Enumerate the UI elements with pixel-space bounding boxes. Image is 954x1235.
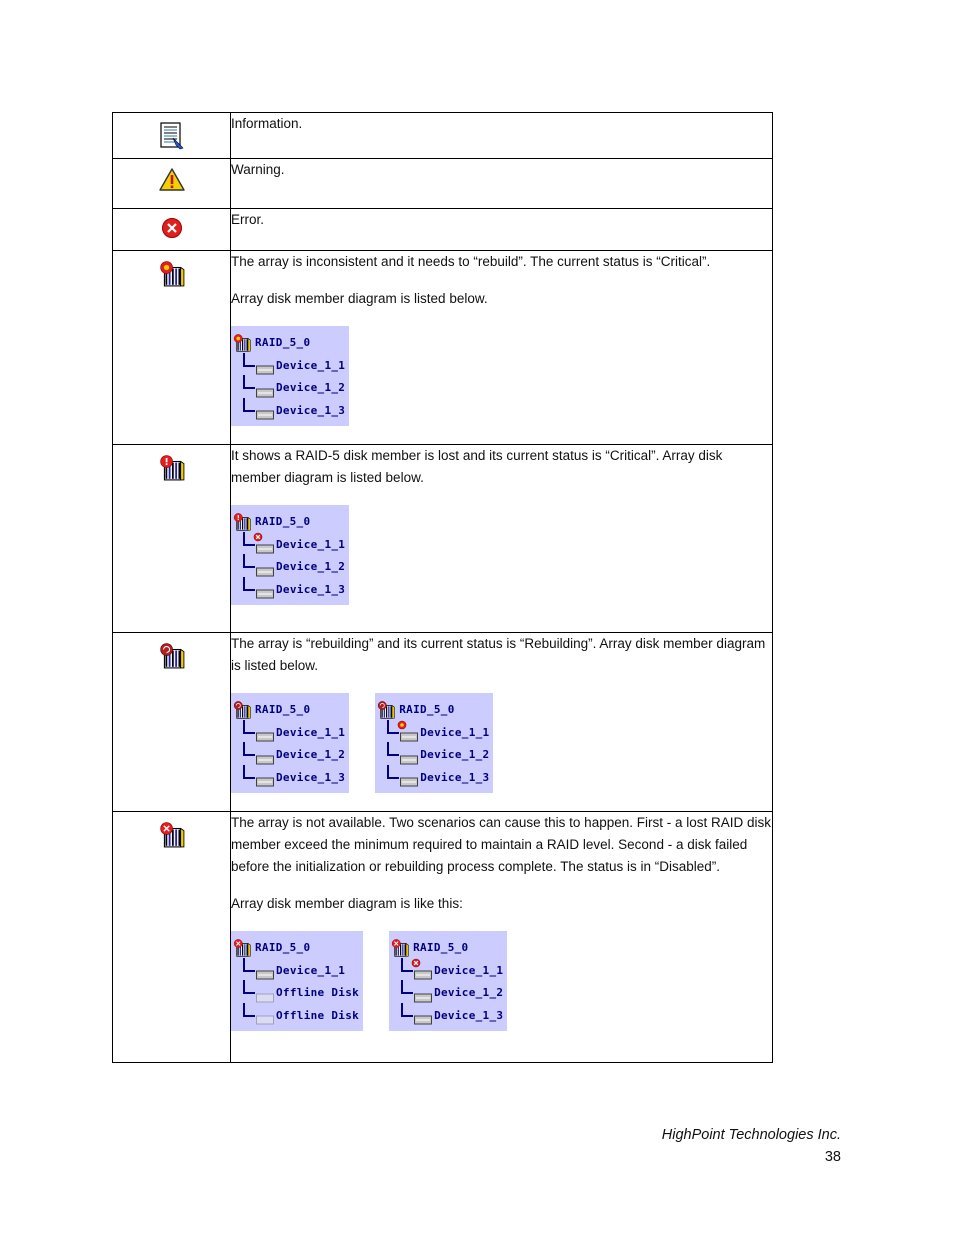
warning-icon	[158, 167, 186, 198]
disk-icon	[400, 773, 418, 782]
tree-branch-line	[243, 353, 255, 367]
array-name: RAID_5_0	[255, 515, 311, 529]
array-critical-lost-icon	[159, 453, 185, 488]
tree-branch-line	[243, 958, 255, 972]
tree-branch-line	[243, 720, 255, 734]
disk-icon	[414, 1011, 432, 1020]
disk-icon	[256, 728, 274, 737]
disk-icon	[414, 989, 432, 998]
tree-array-node	[391, 937, 503, 960]
footer-company: HighPoint Technologies Inc.	[661, 1127, 841, 1143]
device-name: Device_1_3	[276, 770, 346, 784]
tree-device-node	[233, 534, 345, 557]
description-text: The array is inconsistent and it needs to “rebuild”. The current status is “Critical”.	[231, 254, 711, 269]
device-name: Device_1_1	[276, 725, 346, 739]
disk-icon	[414, 966, 432, 975]
description-text: Array disk member diagram is listed below.	[231, 291, 488, 306]
tree-branch-line	[243, 398, 255, 412]
array-diagrams	[231, 693, 772, 793]
tree-device-node	[233, 579, 345, 602]
device-name: Device_1_1	[434, 963, 504, 977]
tree-device-node	[391, 1005, 503, 1028]
tree-branch-line	[243, 554, 255, 568]
raid-array-icon	[233, 333, 251, 353]
tree-device-node	[233, 400, 345, 423]
device-name: Device_1_1	[420, 725, 490, 739]
description-text: Error.	[231, 212, 265, 227]
tree-device-node	[233, 1005, 359, 1028]
device-name: Device_1_2	[276, 748, 346, 762]
array-tree-diagram	[231, 931, 363, 1031]
legend-description-cell	[231, 812, 773, 1063]
disk-icon	[400, 751, 418, 760]
status-icon-legend-table	[112, 112, 773, 1063]
device-name: Device_1_2	[434, 986, 504, 1000]
legend-row	[113, 209, 773, 251]
device-name: Device_1_3	[434, 1008, 504, 1022]
array-name: RAID_5_0	[255, 941, 311, 955]
legend-icon-cell	[113, 812, 231, 1063]
raid-array-icon	[233, 700, 251, 720]
tree-array-node	[233, 937, 359, 960]
tree-branch-line	[243, 577, 255, 591]
description-text: It shows a RAID-5 disk member is lost and its current status is “Critical”. Array disk member diagram is listed below.	[231, 448, 723, 485]
tree-branch-line	[401, 980, 413, 994]
legend-row	[113, 113, 773, 159]
tree-device-node	[391, 982, 503, 1005]
description-text: Information.	[231, 116, 303, 131]
disk-icon	[256, 1011, 274, 1020]
raid-array-icon	[377, 700, 395, 720]
tree-branch-line	[243, 980, 255, 994]
device-name: Device_1_3	[420, 770, 490, 784]
tree-device-node	[391, 960, 503, 983]
tree-device-node	[233, 722, 345, 745]
legend-icon-cell	[113, 113, 231, 159]
disk-icon	[256, 773, 274, 782]
disk-icon	[256, 966, 274, 975]
description-text: The array is “rebuilding” and its current status is “Rebuilding”. Array disk member diagram is listed below.	[231, 636, 766, 673]
legend-row	[113, 633, 773, 812]
tree-array-node	[377, 699, 489, 722]
legend-description-cell	[231, 209, 773, 251]
tree-branch-line	[387, 742, 399, 756]
page-number: 38	[824, 1149, 841, 1165]
raid-array-icon	[391, 938, 409, 958]
information-icon	[159, 121, 185, 156]
legend-icon-cell	[113, 209, 231, 251]
disk-icon	[256, 384, 274, 393]
device-name: Device_1_1	[276, 537, 346, 551]
array-rebuilding-icon	[159, 641, 185, 676]
array-diagrams	[231, 931, 772, 1031]
legend-description-cell	[231, 633, 773, 812]
tree-branch-line	[243, 375, 255, 389]
array-tree-diagram	[375, 693, 493, 793]
legend-row	[113, 159, 773, 209]
legend-description-cell	[231, 113, 773, 159]
disk-icon	[256, 585, 274, 594]
tree-branch-line	[387, 765, 399, 779]
description-text: The array is not available. Two scenarios can cause this to happen. First - a lost RAID disk member exceed the minimum required to maintain a RAID level. Second - a disk failed before the initialization or rebuilding process complete. The status is in “Disabled”.	[231, 815, 771, 874]
description-text: Array disk member diagram is like this:	[231, 896, 463, 911]
device-name: Device_1_3	[276, 403, 346, 417]
tree-device-node	[233, 556, 345, 579]
error-icon	[161, 217, 183, 244]
tree-device-node	[377, 744, 489, 767]
array-tree-diagram	[389, 931, 507, 1031]
array-diagrams	[231, 326, 772, 426]
disk-icon	[256, 540, 274, 549]
device-name: Offline Disk	[276, 1008, 360, 1022]
disk-icon	[256, 406, 274, 415]
disk-icon	[256, 563, 274, 572]
tree-device-node	[233, 960, 359, 983]
array-tree-diagram	[231, 693, 349, 793]
legend-description-cell	[231, 251, 773, 445]
array-name: RAID_5_0	[255, 703, 311, 717]
tree-array-node	[233, 699, 345, 722]
array-critical-inconsistent-icon	[159, 259, 185, 294]
device-name: Device_1_2	[276, 381, 346, 395]
disk-icon	[400, 728, 418, 737]
legend-row	[113, 812, 773, 1063]
tree-branch-line	[401, 1003, 413, 1017]
array-tree-diagram	[231, 505, 349, 605]
tree-device-node	[233, 982, 359, 1005]
tree-branch-line	[243, 765, 255, 779]
legend-description-cell	[231, 159, 773, 209]
array-tree-diagram	[231, 326, 349, 426]
tree-array-node	[233, 511, 345, 534]
tree-branch-line	[243, 742, 255, 756]
array-name: RAID_5_0	[399, 703, 455, 717]
tree-device-node	[377, 767, 489, 790]
tree-device-node	[377, 722, 489, 745]
legend-description-cell	[231, 445, 773, 633]
legend-icon-cell	[113, 251, 231, 445]
array-name: RAID_5_0	[413, 941, 469, 955]
device-name: Device_1_2	[420, 748, 490, 762]
legend-row	[113, 251, 773, 445]
raid-array-icon	[233, 512, 251, 532]
tree-device-node	[233, 355, 345, 378]
device-name: Device_1_2	[276, 560, 346, 574]
device-name: Offline Disk	[276, 986, 360, 1000]
array-diagrams	[231, 505, 772, 605]
device-name: Device_1_3	[276, 582, 346, 596]
disk-icon	[256, 989, 274, 998]
description-text: Warning.	[231, 162, 285, 177]
legend-row	[113, 445, 773, 633]
device-name: Device_1_1	[276, 963, 346, 977]
tree-branch-line	[243, 1003, 255, 1017]
disk-icon	[256, 361, 274, 370]
tree-array-node	[233, 332, 345, 355]
tree-device-node	[233, 767, 345, 790]
tree-device-node	[233, 744, 345, 767]
legend-icon-cell	[113, 633, 231, 812]
device-name: Device_1_1	[276, 358, 346, 372]
legend-icon-cell	[113, 159, 231, 209]
array-name: RAID_5_0	[255, 336, 311, 350]
tree-device-node	[233, 377, 345, 400]
disk-icon	[256, 751, 274, 760]
legend-icon-cell	[113, 445, 231, 633]
array-disabled-icon	[159, 820, 185, 855]
raid-array-icon	[233, 938, 251, 958]
